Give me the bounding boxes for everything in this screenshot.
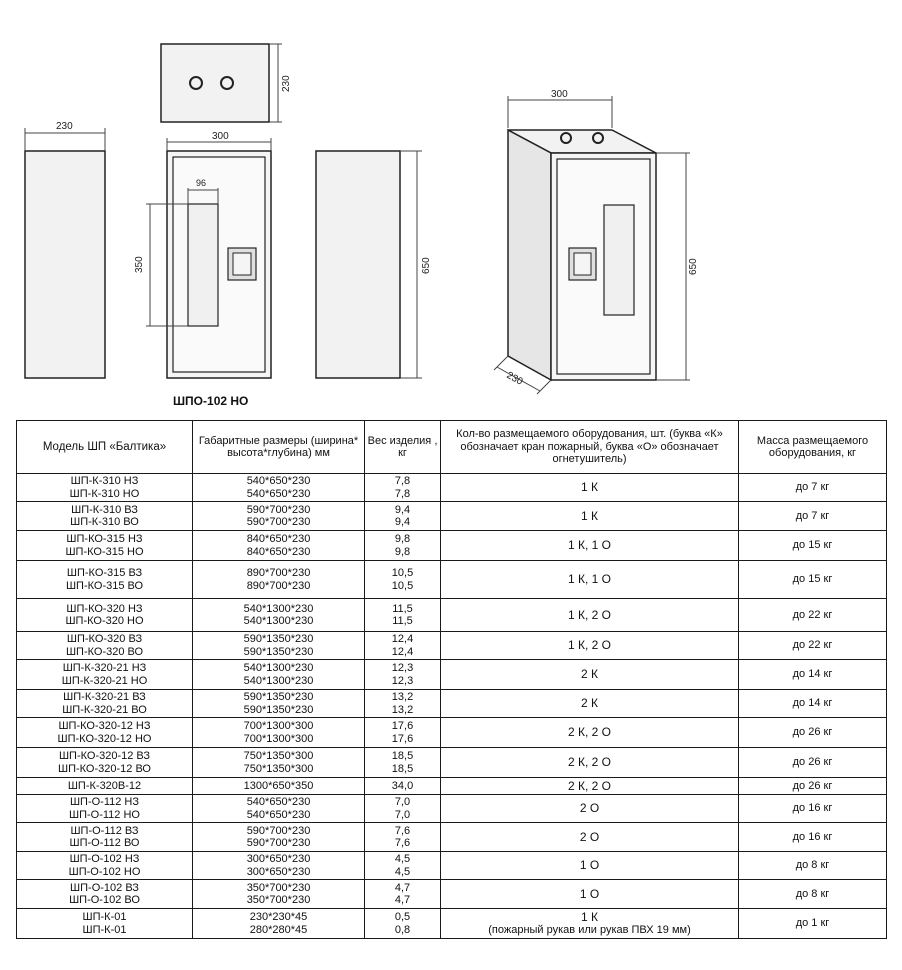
mass-cell: до 14 кг [739,690,887,718]
cabinet-drawing [0,0,902,415]
equipment-value: 2 О [579,801,600,816]
weight-cell-line: 9,4 [394,516,411,528]
mass-cell: до 26 кг [739,778,887,795]
dimensions-cell-line: 230*230*45 [249,911,308,923]
weight-cell-line: 10,5 [391,567,414,579]
equipment-cell [441,778,739,795]
equipment-value: 1 К [581,480,598,495]
iso-view [494,89,699,394]
mass-cell: до 22 кг [739,599,887,632]
dim-top-height: 230 [281,75,292,92]
model-cell-line: ШП-К-320-21 НО [61,674,148,687]
model-cell-line: ШП-КО-320-12 НО [57,732,152,745]
model-cell-line: ШП-КО-320-12 ВО [58,762,151,775]
dimensions-cell-line: 840*650*230 [246,545,311,558]
weight-cell-line: 11,5 [392,602,413,615]
weight-cell-line: 7,8 [394,487,411,500]
model-cell [17,852,193,880]
mass-cell: до 7 кг [739,502,887,531]
table-row [17,748,887,778]
model-cell [17,632,193,660]
dimensions-cell [193,474,365,502]
model-cell-line: ШП-К-310 ВО [70,516,139,528]
model-cell [17,690,193,718]
model-cell-line: ШП-КО-320 НЗ [66,602,143,615]
dim-window-width: 96 [196,178,207,188]
table-row [17,778,887,795]
equipment-value: 2 К, 2 О [567,778,611,793]
table-row [17,823,887,852]
dimensions-cell-line: 590*1350*230 [243,691,314,703]
dimensions-cell-line: 750*1350*300 [243,762,314,775]
equipment-value: 2 К [581,696,598,711]
weight-cell-line: 7,8 [394,475,411,487]
model-cell [17,823,193,852]
table-row [17,474,887,502]
dimensions-cell [193,823,365,852]
weight-cell-line: 12,3 [391,674,414,687]
table-row [17,531,887,561]
dim-back-height: 650 [421,257,432,274]
equipment-cell [441,748,739,778]
model-cell-line: ШП-КО-320-12 НЗ [58,720,151,732]
weight-cell-line: 12,4 [391,633,414,645]
weight-cell-line: 12,3 [391,662,414,674]
dimensions-cell-line: 540*1300*230 [243,674,314,687]
weight-cell-line: 7,6 [394,824,411,837]
table-row [17,561,887,599]
equipment-value: 1 К [581,508,598,523]
equipment-value: 2 К [581,667,598,682]
dimensions-cell-line: 540*1300*230 [243,615,314,627]
dimensions-cell-line: 300*650*230 [246,853,311,865]
weight-cell [365,852,441,880]
weight-cell-line: 18,5 [391,762,414,775]
table-row [17,502,887,531]
model-cell-line: ШП-К-310 НО [69,487,140,500]
model-cell-line: ШП-КО-320 ВО [65,645,144,658]
front-view [134,131,271,378]
dimensions-cell-line: 590*1350*230 [243,645,314,658]
model-cell [17,880,193,909]
weight-cell-line: 4,5 [394,865,411,878]
dimensions-cell-line: 350*700*230 [246,894,311,906]
equipment-cell [441,852,739,880]
dimensions-cell-line: 590*1350*230 [243,633,314,645]
dimensions-cell-line: 280*280*45 [249,923,308,936]
dimensions-cell-line: 540*650*230 [246,796,311,808]
dimensions-cell-line: 540*1300*230 [243,602,314,615]
model-cell-line: ШП-КО-315 ВО [65,579,144,592]
dimensions-cell-line: 300*650*230 [246,865,311,878]
weight-cell [365,502,441,531]
dimensions-cell-line: 840*650*230 [246,533,311,545]
equipment-cell [441,474,739,502]
dimensions-cell-line: 700*1300*300 [243,720,314,732]
dim-front-width: 300 [212,131,229,142]
model-cell [17,795,193,823]
weight-cell-line: 0,5 [394,911,411,923]
equipment-cell [441,502,739,531]
mass-cell: до 7 кг [739,474,887,502]
weight-cell-line: 34,0 [391,779,414,792]
table-row [17,690,887,718]
mass-cell: до 22 кг [739,632,887,660]
weight-cell [365,778,441,795]
weight-cell-line: 9,8 [394,545,411,558]
dimensions-cell [193,599,365,632]
weight-cell-line: 13,2 [391,703,414,716]
dimensions-cell [193,880,365,909]
model-cell-line: ШП-КО-315 НЗ [66,533,143,545]
model-cell-line: ШП-К-310 НЗ [70,475,139,487]
dimensions-cell-line: 540*650*230 [246,475,311,487]
dimensions-cell-line: 590*700*230 [246,503,311,516]
equipment-value: 1 К, 2 О [567,638,611,653]
dimensions-cell [193,531,365,561]
model-cell-line: ШП-КО-320 НО [65,615,144,627]
weight-cell-line: 7,0 [394,796,411,808]
weight-cell [365,531,441,561]
top-view [161,44,292,122]
weight-cell-line: 7,0 [394,808,411,821]
table-body [17,474,887,939]
mass-cell: до 8 кг [739,852,887,880]
model-cell-line: ШП-КО-320 ВЗ [66,633,143,645]
table-row [17,599,887,632]
dimensions-cell [193,852,365,880]
dimensions-cell [193,795,365,823]
model-cell [17,474,193,502]
spec-table [16,420,887,939]
dimensions-cell-line: 540*1300*230 [243,662,314,674]
mass-cell: до 26 кг [739,748,887,778]
weight-cell-line: 4,7 [394,881,411,894]
model-cell-line: ШП-О-102 ВО [69,894,140,906]
dimensions-cell-line: 890*700*230 [246,579,311,592]
model-cell-line: ШП-О-112 НЗ [69,796,140,808]
model-cell-line: ШП-КО-320-12 ВЗ [58,750,151,762]
header-equipment: Кол-во размещаемого оборудования, шт. (буква «К» обозначает кран пожарный, буква «О» обозначает огнетушитель) [441,421,739,474]
weight-cell-line: 11,5 [392,615,413,627]
model-cell-line: ШП-КО-315 НО [65,545,144,558]
header-mass: Масса размещаемого оборудования, кг [739,421,887,474]
table-row [17,880,887,909]
model-cell [17,909,193,939]
weight-cell [365,599,441,632]
model-cell [17,748,193,778]
weight-cell-line: 13,2 [391,691,414,703]
model-cell [17,778,193,795]
equipment-note: (пожарный рукав или рукав ПВХ 19 мм) [488,923,691,936]
equipment-value: 2 К, 2 О [567,755,611,770]
mass-cell: до 16 кг [739,823,887,852]
weight-cell [365,880,441,909]
equipment-value: 1 К, 1 О [567,538,611,553]
weight-cell-line: 0,8 [394,923,411,936]
model-cell-line: ШП-О-102 ВЗ [70,881,139,894]
dimensions-cell [193,561,365,599]
model-cell-line: ШП-О-102 НО [68,865,141,878]
table-row [17,660,887,690]
dimensions-cell-line: 590*700*230 [246,516,311,528]
table-row [17,718,887,748]
mass-cell: до 15 кг [739,531,887,561]
equipment-cell [441,599,739,632]
header-weight: Вес изделия , кг [365,421,441,474]
equipment-cell [441,561,739,599]
equipment-cell [441,660,739,690]
table-row [17,909,887,939]
equipment-cell [441,690,739,718]
model-cell [17,561,193,599]
dim-iso-width: 300 [551,89,568,100]
weight-cell-line: 4,7 [394,894,411,906]
equipment-value: 1 К, 1 О [567,572,611,587]
model-cell-line: ШП-К-320-21 НЗ [62,662,147,674]
model-cell [17,660,193,690]
model-cell-line: ШП-О-112 ВЗ [70,824,139,837]
dimensions-cell [193,748,365,778]
header-dimensions: Габаритные размеры (ширина* высота*глубина) мм [193,421,365,474]
model-cell-line: ШП-К-320В-12 [67,779,142,792]
model-cell [17,718,193,748]
equipment-cell [441,795,739,823]
mass-cell: до 14 кг [739,660,887,690]
weight-cell-line: 7,6 [394,837,411,849]
table-row [17,795,887,823]
dimensions-cell-line: 590*1350*230 [243,703,314,716]
dimensions-cell-line: 890*700*230 [246,567,311,579]
drawing-caption: ШПО-102 НО [173,394,249,408]
weight-cell-line: 4,5 [394,853,411,865]
dimensions-cell [193,718,365,748]
dimensions-cell-line: 1300*650*350 [243,779,314,792]
model-cell [17,599,193,632]
weight-cell [365,718,441,748]
model-cell-line: ШП-КО-315 ВЗ [66,567,143,579]
weight-cell [365,748,441,778]
dim-window-height: 350 [134,256,145,273]
mass-cell: до 1 кг [739,909,887,939]
mass-cell: до 15 кг [739,561,887,599]
weight-cell-line: 9,8 [394,533,411,545]
weight-cell [365,823,441,852]
model-cell-line: ШП-К-310 ВЗ [71,503,138,516]
dimensions-cell-line: 540*650*230 [246,808,311,821]
weight-cell-line: 17,6 [391,732,414,745]
side-view-left [25,121,105,378]
dimensions-cell [193,909,365,939]
weight-cell [365,909,441,939]
mass-cell: до 16 кг [739,795,887,823]
weight-cell-line: 18,5 [391,750,414,762]
equipment-value: 1 К, 2 О [567,607,611,622]
equipment-value: 1 О [579,858,600,873]
dim-iso-depth: 230 [504,370,525,388]
weight-cell [365,632,441,660]
model-cell [17,502,193,531]
model-cell-line: ШП-О-102 НЗ [69,853,140,865]
mass-cell: до 8 кг [739,880,887,909]
equipment-cell [441,718,739,748]
weight-cell-line: 9,4 [394,503,411,516]
dim-side-width: 230 [56,121,73,132]
model-cell-line: ШП-К-320-21 ВЗ [63,691,146,703]
equipment-cell [441,632,739,660]
back-view [316,151,432,378]
equipment-value: 1 О [579,886,600,901]
weight-cell-line: 12,4 [391,645,414,658]
equipment-value: 2 К, 2 О [567,725,611,740]
weight-cell-line: 10,5 [391,579,414,592]
table-row [17,632,887,660]
model-cell-line: ШП-К-320-21 ВО [62,703,147,716]
equipment-cell [441,531,739,561]
equipment-value: 1 К [581,910,598,924]
dimensions-cell-line: 540*650*230 [246,487,311,500]
dimensions-cell-line: 590*700*230 [246,837,311,849]
weight-cell-line: 17,6 [391,720,414,732]
equipment-cell [441,823,739,852]
weight-cell [365,690,441,718]
dimensions-cell [193,690,365,718]
model-cell-line: ШП-К-01 [82,911,127,923]
weight-cell [365,795,441,823]
model-cell-line: ШП-К-01 [82,923,127,936]
header-model: Модель ШП «Балтика» [17,421,193,474]
weight-cell [365,660,441,690]
dimensions-cell [193,632,365,660]
dimensions-cell [193,660,365,690]
model-cell-line: ШП-О-112 ВО [69,837,140,849]
model-cell [17,531,193,561]
dimensions-cell [193,778,365,795]
dim-iso-height: 650 [688,258,699,275]
equipment-cell [441,880,739,909]
dimensions-cell [193,502,365,531]
mass-cell: до 26 кг [739,718,887,748]
equipment-cell [441,909,739,939]
equipment-value: 2 О [579,829,600,844]
table-row [17,852,887,880]
weight-cell [365,561,441,599]
model-cell-line: ШП-О-112 НО [69,808,140,821]
dimensions-cell-line: 700*1300*300 [243,732,314,745]
dimensions-cell-line: 750*1350*300 [243,750,314,762]
dimensions-cell-line: 590*700*230 [246,824,311,837]
dimensions-cell-line: 350*700*230 [246,881,311,894]
weight-cell [365,474,441,502]
